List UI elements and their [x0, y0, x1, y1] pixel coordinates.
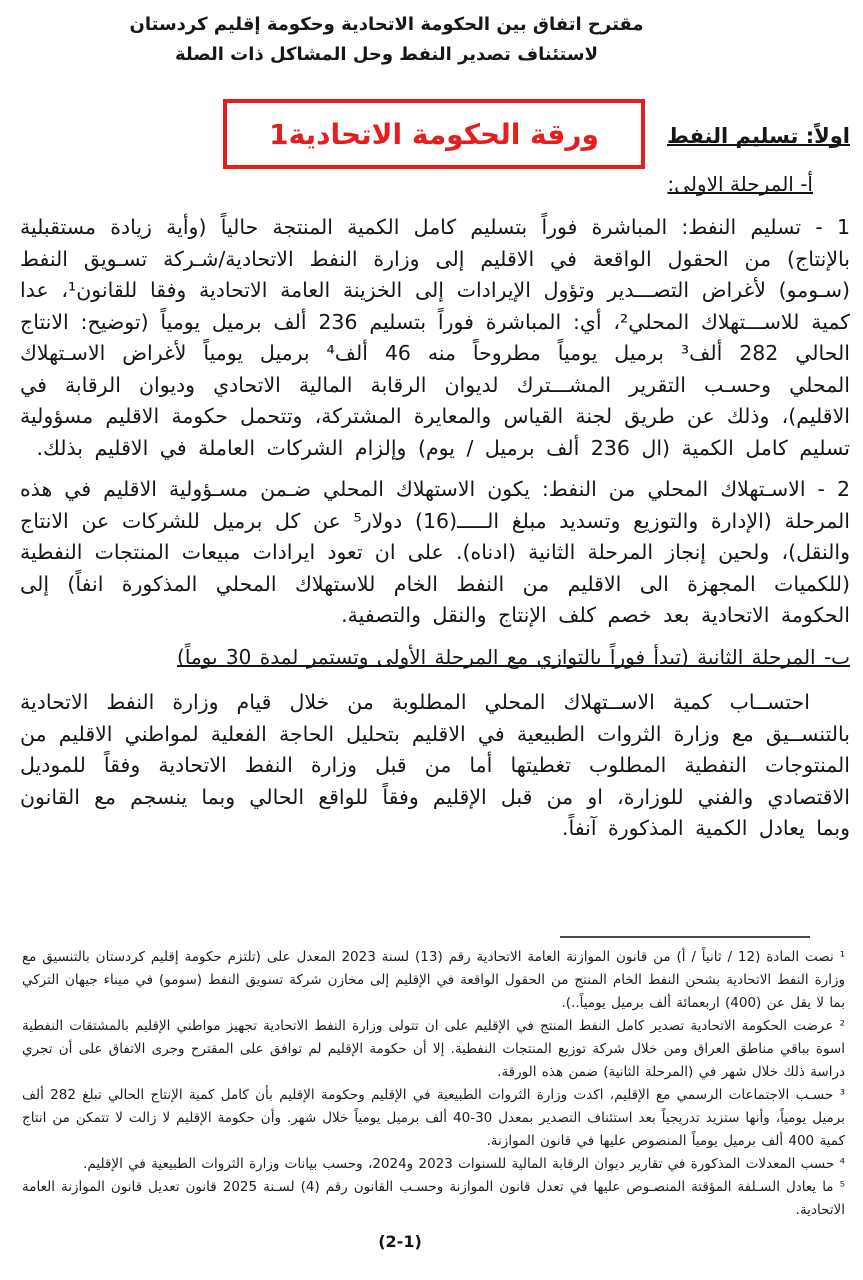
- page-number: (2-1): [378, 1232, 422, 1251]
- stage-b-paragraph: احتســاب كمية الاســتهلاك المحلي المطلوبة من خلال قيام وزارة النفط الاتحادية بالتنســيق مع وزارة الثروات الطبيعية في الاقليم بتحليل الحاجة الفعلية لمواطني الاقليم من المنتوجات النفطية المطلوب تغطيتها أما من قبل وزارة النفط الاتحادية وفقاً للموديل الاقتصادي والفني للوزارة، او من قبل الإقليم وفقاً للواقع الحالي وبما ينسجم مع القانون وبما يعادل الكمية المذكورة آنفاً.: [20, 690, 850, 840]
- section-oil-delivery-heading: اولاً: تسليم النفط: [666, 124, 850, 148]
- footnotes-section: [22, 936, 845, 1222]
- federal-government-paper-stamp: [223, 99, 645, 169]
- footnote-4: ⁴ حسب المعدلات المذكورة في تقارير ديوان الرقابة المالية للسنوات 2023 و2024، وحسب بيانات وزارة الثروات الطبيعية في الإقليم.: [83, 1156, 845, 1172]
- stage-a-heading: أ- المرحلة الاولى:: [667, 172, 813, 196]
- footnote-5: ⁵ ما يعادل السـلفة المؤقتة المنصـوص عليها في تعدل قانون الموازنة وحسـب القانون رقم (4) لسـنة 2025 قانون تعديل قانون الموازنة العامة الاتحادية.: [22, 1179, 845, 1218]
- footnote-2: ² عرضت الحكومة الاتحادية تصدير كامل النفط المنتج في الإقليم على ان تتولى وزارة النفط الاتحادية تجهيز مواطني الإقليم بالمشتقات النفطية اسوة بباقي مناطق العراق ومن خلال شركة توزيع المنتجات النفطية. إلا أن حكومة الإقليم لم توافق على المقترح وجرى الاتفاق على أن تجري دراسة ذلك خلال شهر في (المرحلة الثانية) ضمن هذه الورقة.: [22, 1018, 845, 1080]
- footnote-3: ³ حسـب الاجتماعات الرسمي مع الإقليم، اكدت وزارة الثروات الطبيعية في الإقليم وحكومة الإقليم بأن كامل كمية الإنتاج الحالي تبلغ 282 ألف برميل يومياً، وأنها ستزيد تدريجياً بعد استئناف التصدير بمعدل 30-40 ألف برميل يومياً خلال شهر. وأن حكومة الإقليم لا زالت لا تتمكن من انتاج كمية 400 ألف برميل يومياً المنصوص عليها في قانون الموازنة.: [22, 1087, 845, 1149]
- stage-b-heading: ب- المرحلة الثانية (تبدأ فوراً بالتوازي مع المرحلة الأولى وتستمر لمدة 30 يوماً): [177, 644, 850, 669]
- document-title-line1: مقترح اتفاق بين الحكومة الاتحادية وحكومة إقليم كردستان: [129, 14, 644, 35]
- document-title-line2: لاستئناف تصدير النفط وحل المشاكل ذات الصلة: [174, 44, 599, 65]
- footnote-1: ¹ نصت المادة (12 / ثانياً / أ) من قانون الموازنة العامة الاتحادية رقم (13) لسنة 2023 المعدل على (تلتزم حكومة إقليم كردستان بالتنسيق مع وزارة النفط الاتحادية بشحن النفط الخام المنتج من الحقول الواقعة في الإقليم إلى مخازن شركة تسويق النفط (سومو) في ميناء جيهان التركي بما لا يقل عن (400) اربعمائة ألف برميل يومياً..).: [22, 949, 845, 1011]
- document-title: [65, 10, 708, 70]
- footnote-separator: [560, 936, 810, 938]
- clause-2-local-consumption: 2 - الاسـتهلاك المحلي من النفط: يكون الاستهلاك المحلي ضـمن مسـؤولية الاقليم في هذه المرحلة (الإدارة والتوزيع وتسديد مبلغ الـــــ(16) دولار⁵ عن كل برميل للشركات عن الانتاج والنقل)، ولحين إنجاز المرحلة الثانية (ادناه). على ان تعود ايرادات مبيعات المنتجات النفطية (للكميات المجهزة الى الاقليم من النفط الخام للاستهلاك المحلي المذكورة انفاً) إلى الحكومة الاتحادية بعد خصم كلف الإنتاج والنقل والتصفية.: [20, 477, 850, 627]
- document-body: [20, 212, 850, 845]
- clause-1-oil-delivery: 1 - تسليم النفط: المباشرة فوراً بتسليم كامل الكمية المنتجة حالياً (وأية زيادة مستقبلية بالإنتاج) من الحقول الواقعة في الاقليم إلى وزارة النفط الاتحادية/شـركة تسـويق النفط (سـومو) لأغراض التصـــدير وتؤول الإيرادات إلى الخزينة العامة الاتحادية وفقا للقانون¹، عدا كمية للاســـتهلاك المحلي²، أي: المباشرة فوراً بتسليم 236 ألف برميل يومياً (توضيح: الانتاج الحالي 282 ألف³ برميل يومياً مطروحاً منه 46 ألف⁴ برميل يومياً لأغراض الاسـتهلاك المحلي وحسـب التقرير المشـــترك لديوان الرقابة المالية الاتحادي وديوان الرقابة في الاقليم)، وذلك عن طريق لجنة القياس والمعايرة المشتركة، وتتحمل حكومة الاقليم مسؤولية تسليم كامل الكمية (ال 236 ألف برميل / يوم) وإلزام الشركات العاملة في الاقليم بذلك.: [20, 215, 850, 460]
- stamp-label: ورقة الحكومة الاتحادية1: [269, 117, 599, 151]
